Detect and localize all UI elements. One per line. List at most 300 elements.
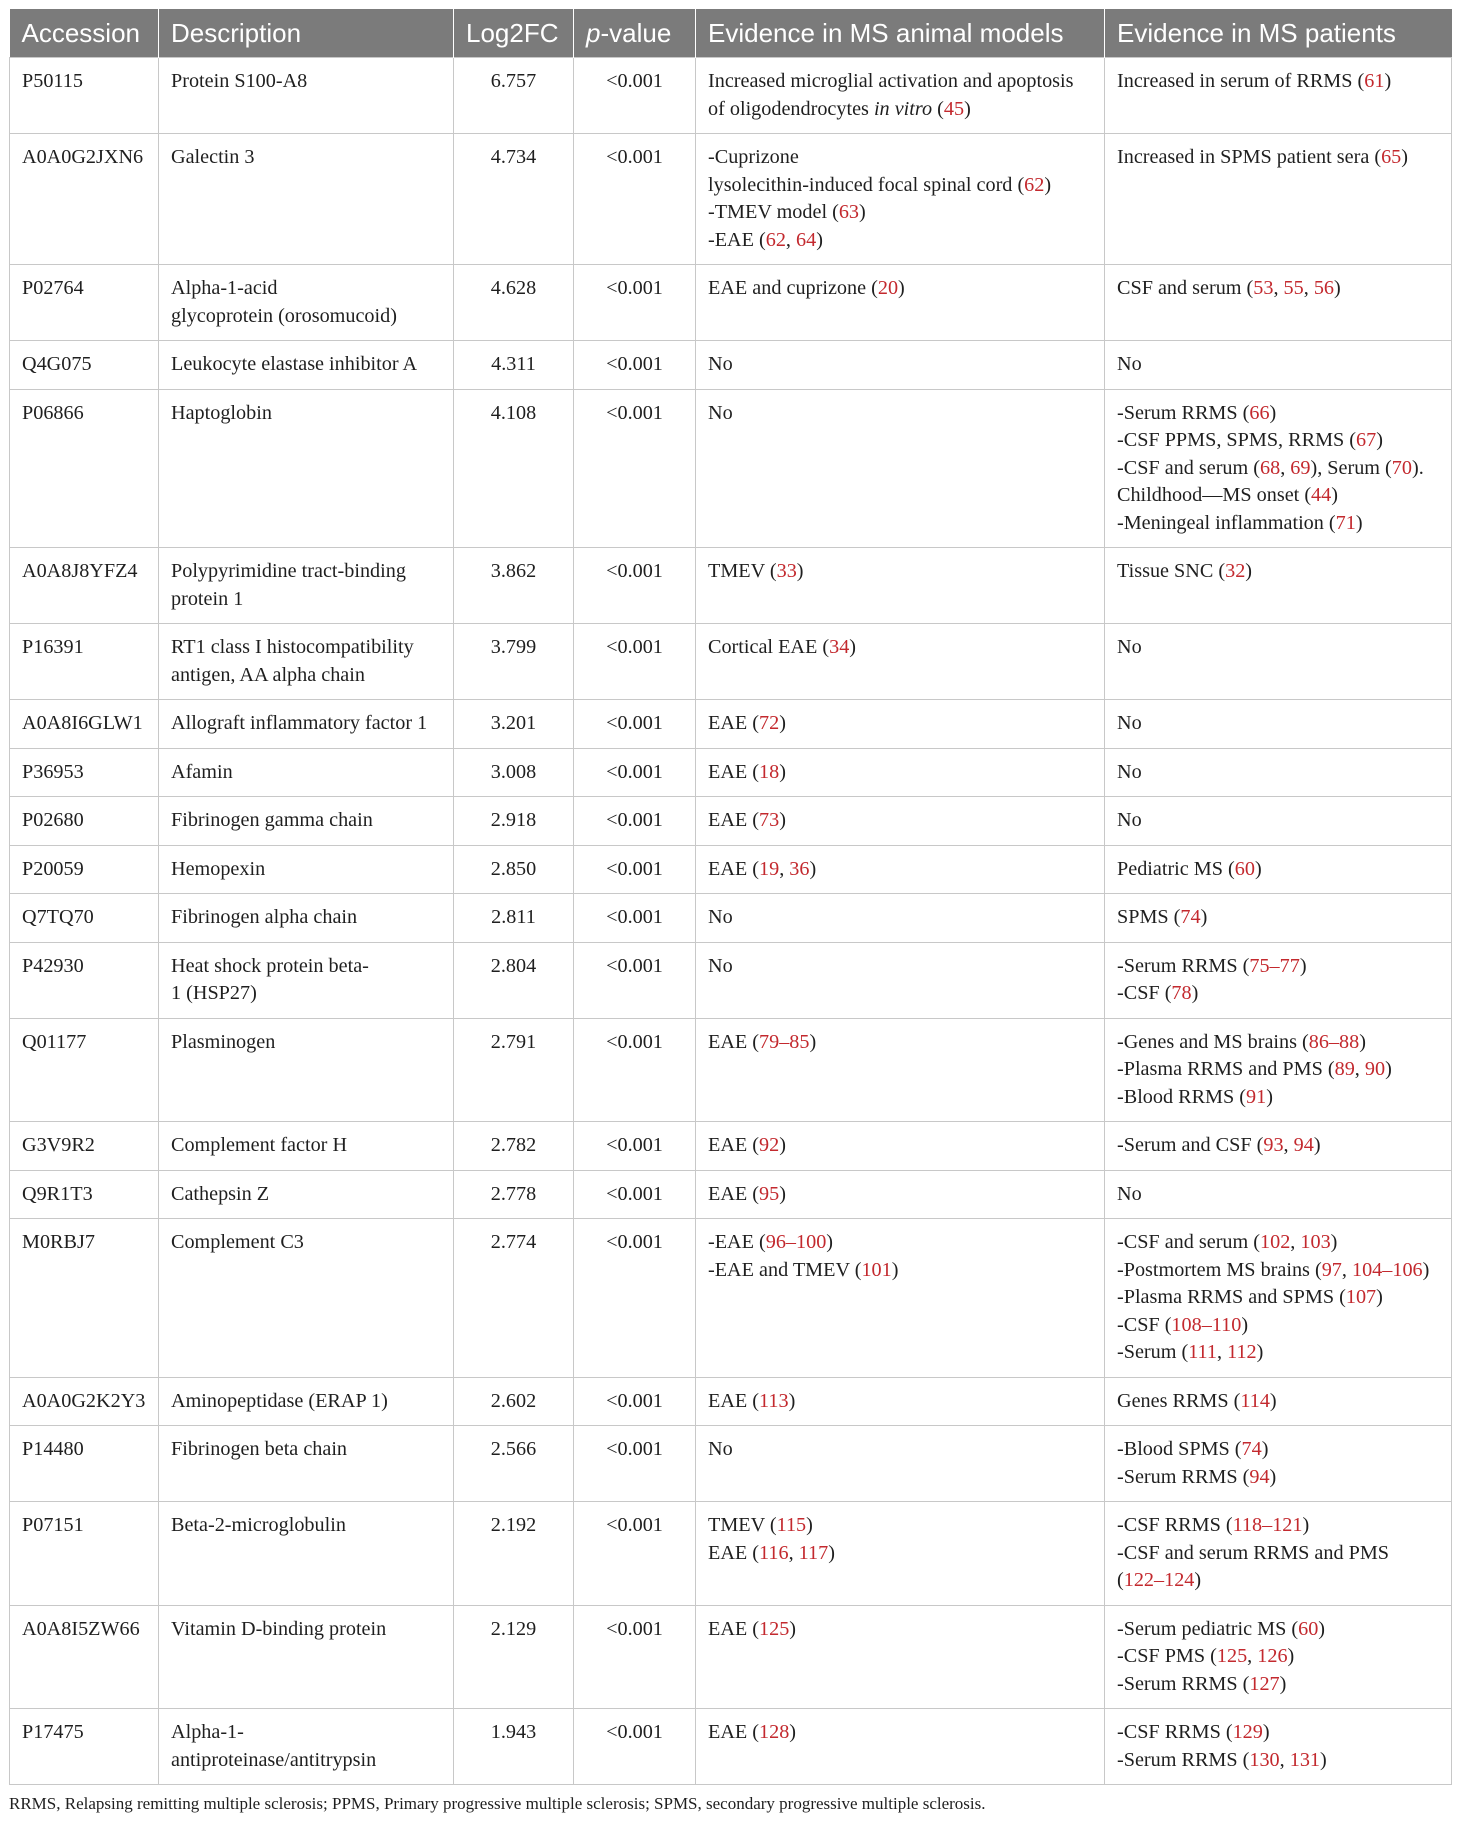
reference-link[interactable]: 63	[838, 201, 860, 223]
table-row	[10, 265, 1452, 341]
cell-p-value	[574, 1502, 696, 1606]
cell-line: 2.774	[490, 1231, 537, 1253]
cell-patient-evidence	[1105, 1170, 1452, 1219]
cell-p-value	[574, 942, 696, 1018]
cell-patient-evidence	[1105, 265, 1452, 341]
reference-link[interactable]: 130	[1249, 1748, 1280, 1771]
cell-line: <0.001	[606, 809, 663, 831]
table-row	[10, 1605, 1452, 1709]
table-row	[10, 1219, 1452, 1378]
cell-line: EAE (79–85)	[708, 1030, 817, 1053]
cell-line: <0.001	[606, 1231, 663, 1253]
cell-line: -Serum pediatric MS (60)	[1117, 1617, 1326, 1640]
cell-log2fc	[454, 134, 574, 265]
reference-link[interactable]: 78	[1171, 982, 1192, 1004]
cell-line: No	[708, 1438, 733, 1460]
cell-patient-evidence	[1105, 1426, 1452, 1502]
cell-line: 1.943	[490, 1721, 537, 1743]
cell-line: Galectin 3	[171, 146, 255, 168]
cell-line: Aminopeptidase (ERAP 1)	[171, 1389, 388, 1412]
cell-accession	[10, 942, 159, 1018]
cell-description	[159, 134, 454, 265]
cell-line: -Blood RRMS (91)	[1117, 1085, 1273, 1108]
reference-link[interactable]: 66	[1249, 401, 1270, 424]
cell-p-value	[574, 1377, 696, 1426]
reference-link[interactable]: 19	[759, 857, 780, 880]
cell-line: <0.001	[606, 954, 663, 977]
cell-line: 2.566	[490, 1438, 537, 1460]
cell-log2fc	[454, 1219, 574, 1378]
cell-text: (45)	[932, 97, 971, 120]
cell-patient-evidence	[1105, 624, 1452, 700]
cell-line: No	[1117, 353, 1142, 375]
cell-line: Tissue SNC (32)	[1117, 560, 1253, 582]
cell-line: A0A8J8YFZ4	[22, 560, 138, 582]
cell-line: Fibrinogen beta chain	[171, 1438, 348, 1460]
cell-line: <0.001	[606, 857, 663, 880]
cell-line: -Serum RRMS (94)	[1117, 1465, 1277, 1488]
cell-description	[159, 748, 454, 797]
cell-line: -CSF PMS (125, 126)	[1117, 1645, 1295, 1667]
cell-line: G3V9R2	[22, 1134, 95, 1156]
cell-line: <0.001	[606, 1438, 663, 1460]
cell-line: P14480	[22, 1438, 84, 1460]
reference-link[interactable]: 117	[798, 1541, 829, 1564]
cell-patient-evidence	[1105, 1709, 1452, 1785]
cell-accession	[10, 894, 159, 943]
cell-line: <0.001	[606, 146, 663, 168]
cell-line: -EAE and TMEV (101)	[708, 1258, 899, 1281]
cell-accession	[10, 845, 159, 894]
table-row	[10, 748, 1452, 797]
cell-log2fc	[454, 700, 574, 749]
cell-line: EAE and cuprizone (20)	[708, 277, 905, 299]
cell-patient-evidence	[1105, 797, 1452, 846]
cell-line: Childhood—MS onset (44)	[1117, 484, 1338, 506]
cell-log2fc	[454, 894, 574, 943]
table-row	[10, 1018, 1452, 1122]
cell-p-value	[574, 894, 696, 943]
cell-line: 2.850	[490, 857, 537, 880]
cell-line: Leukocyte elastase inhibitor A	[171, 353, 418, 375]
cell-line: No	[708, 401, 733, 424]
cell-description	[159, 1502, 454, 1606]
reference-link[interactable]: 125	[759, 1617, 790, 1640]
reference-link[interactable]: 96–100	[765, 1231, 827, 1253]
cell-line: <0.001	[606, 712, 663, 734]
reference-link[interactable]: 92	[759, 1134, 780, 1156]
cell-line: 6.757	[490, 70, 537, 92]
cell-line: Fibrinogen gamma chain	[171, 809, 373, 831]
reference-link[interactable]: 61	[1364, 70, 1385, 92]
cell-line	[708, 96, 1092, 124]
cell-line: No	[708, 353, 733, 375]
reference-link[interactable]: 113	[759, 1389, 789, 1412]
cell-line: P07151	[22, 1514, 84, 1536]
cell-animal-model-evidence	[696, 389, 1105, 548]
cell-patient-evidence	[1105, 748, 1452, 797]
cell-p-value	[574, 548, 696, 624]
cell-patient-evidence	[1105, 1605, 1452, 1709]
cell-line: EAE (19, 36)	[708, 857, 817, 880]
cell-line: Cathepsin Z	[171, 1182, 270, 1205]
reference-link[interactable]: 104–106	[1351, 1258, 1423, 1281]
cell-line: Afamin	[171, 760, 233, 783]
reference-link[interactable]: 125	[1216, 1645, 1248, 1667]
cell-line: 4.311	[491, 353, 536, 375]
reference-link[interactable]: 36	[789, 857, 810, 880]
cell-log2fc	[454, 389, 574, 548]
cell-description	[159, 548, 454, 624]
column-header-description: Description	[159, 9, 454, 58]
cell-line: M0RBJ7	[22, 1231, 95, 1253]
cell-line: glycoprotein (orosomucoid)	[171, 304, 397, 327]
reference-link[interactable]: 102	[1260, 1231, 1291, 1253]
table-container	[9, 9, 1451, 1814]
cell-line: 3.201	[490, 712, 537, 734]
cell-line: <0.001	[606, 906, 663, 928]
cell-line: P16391	[22, 636, 84, 658]
cell-line: <0.001	[606, 1617, 663, 1640]
reference-link[interactable]: 95	[759, 1182, 780, 1205]
cell-description	[159, 1170, 454, 1219]
reference-link[interactable]: 89	[1334, 1058, 1355, 1080]
cell-accession	[10, 58, 159, 134]
table-footnote: RRMS, Relapsing remitting multiple sclerosis; PPMS, Primary progressive multiple sclerosis; SPMS, secondary progressive multiple sclerosis.	[9, 1794, 986, 1813]
cell-line: 3.862	[490, 560, 537, 582]
cell-line: antiproteinase/antitrypsin	[171, 1748, 377, 1771]
cell-line: -Cuprizone	[708, 146, 799, 168]
reference-link[interactable]: 86–88	[1308, 1030, 1360, 1053]
cell-line: Vitamin D-binding protein	[171, 1617, 387, 1640]
cell-patient-evidence	[1105, 700, 1452, 749]
cell-animal-model-evidence	[696, 845, 1105, 894]
reference-link[interactable]: 108–110	[1171, 1313, 1242, 1336]
cell-accession	[10, 700, 159, 749]
reference-link[interactable]: 103	[1300, 1231, 1331, 1253]
reference-link[interactable]: 33	[776, 560, 797, 582]
cell-line: No	[1117, 809, 1142, 831]
reference-link[interactable]: 55	[1283, 277, 1304, 299]
cell-description	[159, 1122, 454, 1171]
reference-link[interactable]: 126	[1257, 1645, 1288, 1667]
cell-accession	[10, 389, 159, 548]
cell-description	[159, 58, 454, 134]
cell-line: Increased in SPMS patient sera (65)	[1117, 146, 1408, 168]
reference-link[interactable]: 18	[759, 760, 780, 783]
cell-log2fc	[454, 624, 574, 700]
reference-link[interactable]: 122–124	[1123, 1569, 1195, 1591]
cell-description	[159, 942, 454, 1018]
cell-line: <0.001	[606, 70, 663, 92]
cell-animal-model-evidence	[696, 265, 1105, 341]
reference-link[interactable]: 115	[776, 1514, 807, 1536]
cell-line: P50115	[22, 70, 83, 92]
cell-line: -Genes and MS brains (86–88)	[1117, 1030, 1366, 1053]
cell-patient-evidence	[1105, 1502, 1452, 1606]
table-row	[10, 1709, 1452, 1785]
cell-line: EAE (113)	[708, 1389, 796, 1412]
reference-link[interactable]: 93	[1263, 1134, 1284, 1156]
cell-line: Complement C3	[171, 1231, 304, 1253]
cell-patient-evidence	[1105, 341, 1452, 390]
reference-link[interactable]: 53	[1253, 277, 1274, 299]
column-header-accession: Accession	[10, 9, 159, 58]
cell-p-value	[574, 624, 696, 700]
cell-p-value	[574, 797, 696, 846]
cell-animal-model-evidence	[696, 1502, 1105, 1606]
cell-line: Allograft inflammatory factor 1	[171, 712, 428, 734]
cell-line: 2.918	[490, 809, 537, 831]
cell-text: of oligodendrocytes	[708, 97, 874, 120]
reference-link[interactable]: 97	[1321, 1258, 1342, 1281]
cell-line: -TMEV model (63)	[708, 201, 866, 223]
cell-line: P02764	[22, 277, 84, 299]
cell-p-value	[574, 1170, 696, 1219]
cell-accession	[10, 748, 159, 797]
cell-animal-model-evidence	[696, 58, 1105, 134]
reference-link[interactable]: 71	[1335, 511, 1356, 534]
column-header-p-value	[574, 9, 696, 58]
reference-link[interactable]: 20	[877, 277, 899, 299]
cell-accession	[10, 134, 159, 265]
cell-line: <0.001	[606, 1514, 663, 1536]
cell-p-value	[574, 1219, 696, 1378]
reference-link[interactable]: 34	[829, 636, 850, 658]
cell-accession	[10, 1219, 159, 1378]
reference-link[interactable]: 74	[1241, 1438, 1262, 1460]
reference-link[interactable]: 79–85	[759, 1030, 810, 1053]
cell-p-value	[574, 389, 696, 548]
cell-description	[159, 894, 454, 943]
cell-animal-model-evidence	[696, 1377, 1105, 1426]
cell-log2fc	[454, 797, 574, 846]
cell-line: EAE (73)	[708, 809, 786, 831]
cell-log2fc	[454, 58, 574, 134]
cell-line: P02680	[22, 809, 84, 831]
reference-link[interactable]: 128	[759, 1721, 790, 1743]
reference-link[interactable]: 114	[1240, 1389, 1270, 1412]
reference-link[interactable]: 65	[1381, 146, 1402, 168]
reference-link[interactable]: 107	[1345, 1286, 1377, 1308]
cell-log2fc	[454, 942, 574, 1018]
cell-patient-evidence	[1105, 134, 1452, 265]
cell-line: <0.001	[606, 1182, 663, 1205]
table-body	[10, 58, 1452, 1785]
reference-link[interactable]: 90	[1364, 1058, 1386, 1080]
cell-description	[159, 1426, 454, 1502]
cell-line: -Meningeal inflammation (71)	[1117, 511, 1363, 534]
reference-link[interactable]: 60	[1298, 1617, 1319, 1640]
reference-link[interactable]: 75–77	[1249, 954, 1300, 977]
cell-animal-model-evidence	[696, 1122, 1105, 1171]
cell-line: lysolecithin-induced focal spinal cord (62)	[708, 173, 1052, 196]
reference-link[interactable]: 91	[1246, 1085, 1267, 1108]
cell-line: P42930	[22, 954, 84, 977]
cell-accession	[10, 1502, 159, 1606]
cell-line: Alpha-1-	[171, 1721, 244, 1743]
cell-line: -Postmortem MS brains (97, 104–106)	[1117, 1258, 1430, 1281]
cell-line: -Plasma RRMS and PMS (89, 90)	[1117, 1058, 1392, 1080]
cell-log2fc	[454, 1605, 574, 1709]
table-header	[10, 9, 1452, 58]
cell-line: -CSF (78)	[1117, 982, 1199, 1004]
reference-link[interactable]: 62	[1024, 173, 1045, 196]
reference-link[interactable]: 73	[759, 809, 780, 831]
table-row	[10, 1426, 1452, 1502]
cell-log2fc	[454, 548, 574, 624]
cell-line: A0A0G2JXN6	[22, 146, 144, 168]
reference-link[interactable]: 131	[1289, 1748, 1321, 1771]
reference-link[interactable]: 118–121	[1232, 1514, 1303, 1536]
cell-line: A0A0G2K2Y3	[22, 1389, 146, 1412]
cell-line: 3.799	[490, 636, 537, 658]
cell-line: P20059	[22, 857, 84, 880]
table-row	[10, 134, 1452, 265]
reference-link[interactable]: 129	[1232, 1721, 1263, 1743]
reference-link[interactable]: 127	[1249, 1672, 1280, 1695]
cell-description	[159, 1605, 454, 1709]
cell-line: Complement factor H	[171, 1134, 348, 1156]
table-row	[10, 845, 1452, 894]
cell-line: -CSF and serum (68, 69), Serum (70).	[1117, 456, 1424, 479]
reference-link[interactable]: 68	[1260, 456, 1281, 479]
cell-line: <0.001	[606, 401, 663, 424]
cell-p-value	[574, 1018, 696, 1122]
cell-line: No	[1117, 636, 1142, 658]
cell-line: No	[708, 954, 733, 977]
cell-line: 2.811	[491, 906, 536, 928]
cell-p-value	[574, 1426, 696, 1502]
cell-line: Alpha-1-acid	[171, 277, 278, 299]
reference-link[interactable]: 72	[759, 712, 780, 734]
reference-link[interactable]: 94	[1249, 1465, 1270, 1488]
reference-link[interactable]: 32	[1225, 560, 1246, 582]
cell-accession	[10, 1709, 159, 1785]
cell-animal-model-evidence	[696, 1170, 1105, 1219]
cell-line: EAE (95)	[708, 1182, 786, 1205]
cell-line: Fibrinogen alpha chain	[171, 906, 358, 928]
reference-link[interactable]: 64	[796, 228, 817, 251]
cell-patient-evidence	[1105, 58, 1452, 134]
cell-line: <0.001	[606, 560, 663, 582]
italic-text: p	[586, 18, 601, 48]
cell-line: -CSF RRMS (118–121)	[1117, 1514, 1310, 1536]
cell-log2fc	[454, 1122, 574, 1171]
cell-line: <0.001	[606, 277, 663, 299]
reference-link[interactable]: 67	[1356, 429, 1377, 451]
cell-line: -CSF RRMS (129)	[1117, 1721, 1270, 1743]
table-row	[10, 389, 1452, 548]
cell-line: 1 (HSP27)	[171, 982, 257, 1004]
italic-text: in vitro	[873, 97, 933, 120]
cell-line: Beta-2-microglobulin	[171, 1514, 346, 1536]
reference-link[interactable]: 116	[759, 1541, 789, 1564]
table-row	[10, 942, 1452, 1018]
cell-animal-model-evidence	[696, 797, 1105, 846]
cell-line: 2.192	[490, 1514, 537, 1536]
cell-line: EAE (92)	[708, 1134, 786, 1156]
column-header-patient-evidence: Evidence in MS patients	[1105, 9, 1452, 58]
cell-line: -CSF and serum (102, 103)	[1117, 1231, 1338, 1253]
cell-p-value	[574, 845, 696, 894]
reference-link[interactable]: 45	[943, 97, 965, 120]
cell-log2fc	[454, 1709, 574, 1785]
cell-line: Protein S100-A8	[171, 70, 308, 92]
cell-line: -Serum RRMS (127)	[1117, 1672, 1287, 1695]
cell-line: <0.001	[606, 1389, 663, 1412]
reference-link[interactable]: 60	[1234, 857, 1255, 880]
cell-line: Q9R1T3	[22, 1182, 93, 1205]
cell-log2fc	[454, 341, 574, 390]
cell-p-value	[574, 748, 696, 797]
cell-p-value	[574, 1709, 696, 1785]
cell-line: No	[1117, 760, 1142, 783]
reference-link[interactable]: 62	[765, 228, 786, 251]
cell-accession	[10, 1018, 159, 1122]
cell-animal-model-evidence	[696, 1605, 1105, 1709]
table-row	[10, 624, 1452, 700]
reference-link[interactable]: 44	[1311, 484, 1332, 506]
reference-link[interactable]: 70	[1391, 456, 1412, 479]
cell-log2fc	[454, 1502, 574, 1606]
cell-line: -Plasma RRMS and SPMS (107)	[1117, 1286, 1383, 1308]
table-row	[10, 548, 1452, 624]
cell-animal-model-evidence	[696, 748, 1105, 797]
cell-line: 2.791	[490, 1030, 537, 1053]
cell-line: TMEV (115)	[708, 1514, 813, 1536]
cell-p-value	[574, 1122, 696, 1171]
cell-line: 3.008	[490, 760, 537, 783]
cell-line: -CSF and serum RRMS and PMS	[1117, 1541, 1390, 1564]
cell-line: Haptoglobin	[171, 401, 272, 424]
reference-link[interactable]: 101	[861, 1258, 892, 1281]
reference-link[interactable]: 69	[1290, 456, 1311, 479]
cell-patient-evidence	[1105, 1377, 1452, 1426]
reference-link[interactable]: 56	[1313, 277, 1335, 299]
cell-accession	[10, 624, 159, 700]
cell-line: -CSF PPMS, SPMS, RRMS (67)	[1117, 429, 1383, 451]
cell-line: 4.628	[490, 277, 537, 299]
reference-link[interactable]: 74	[1180, 906, 1201, 928]
column-header-log2fc: Log2FC	[454, 9, 574, 58]
cell-description	[159, 1018, 454, 1122]
cell-accession	[10, 1122, 159, 1171]
cell-line: -Serum RRMS (130, 131)	[1117, 1748, 1327, 1771]
cell-animal-model-evidence	[696, 700, 1105, 749]
table-row	[10, 797, 1452, 846]
cell-description	[159, 1709, 454, 1785]
data-table	[9, 9, 1452, 1785]
cell-line: P17475	[22, 1721, 84, 1743]
reference-link[interactable]: 112	[1227, 1341, 1257, 1363]
cell-accession	[10, 265, 159, 341]
cell-patient-evidence	[1105, 1122, 1452, 1171]
cell-line: -Serum (111, 112)	[1117, 1341, 1264, 1363]
reference-link[interactable]: 111	[1188, 1341, 1217, 1363]
cell-line: Heat shock protein beta-	[171, 954, 369, 977]
cell-line: Hemopexin	[171, 857, 266, 880]
cell-patient-evidence	[1105, 389, 1452, 548]
cell-accession	[10, 341, 159, 390]
reference-link[interactable]: 94	[1293, 1134, 1314, 1156]
cell-description	[159, 797, 454, 846]
cell-accession	[10, 548, 159, 624]
cell-p-value	[574, 341, 696, 390]
cell-line: Polypyrimidine tract-binding	[171, 560, 406, 582]
cell-line: EAE (18)	[708, 760, 786, 783]
cell-line: Q7TQ70	[22, 906, 94, 928]
